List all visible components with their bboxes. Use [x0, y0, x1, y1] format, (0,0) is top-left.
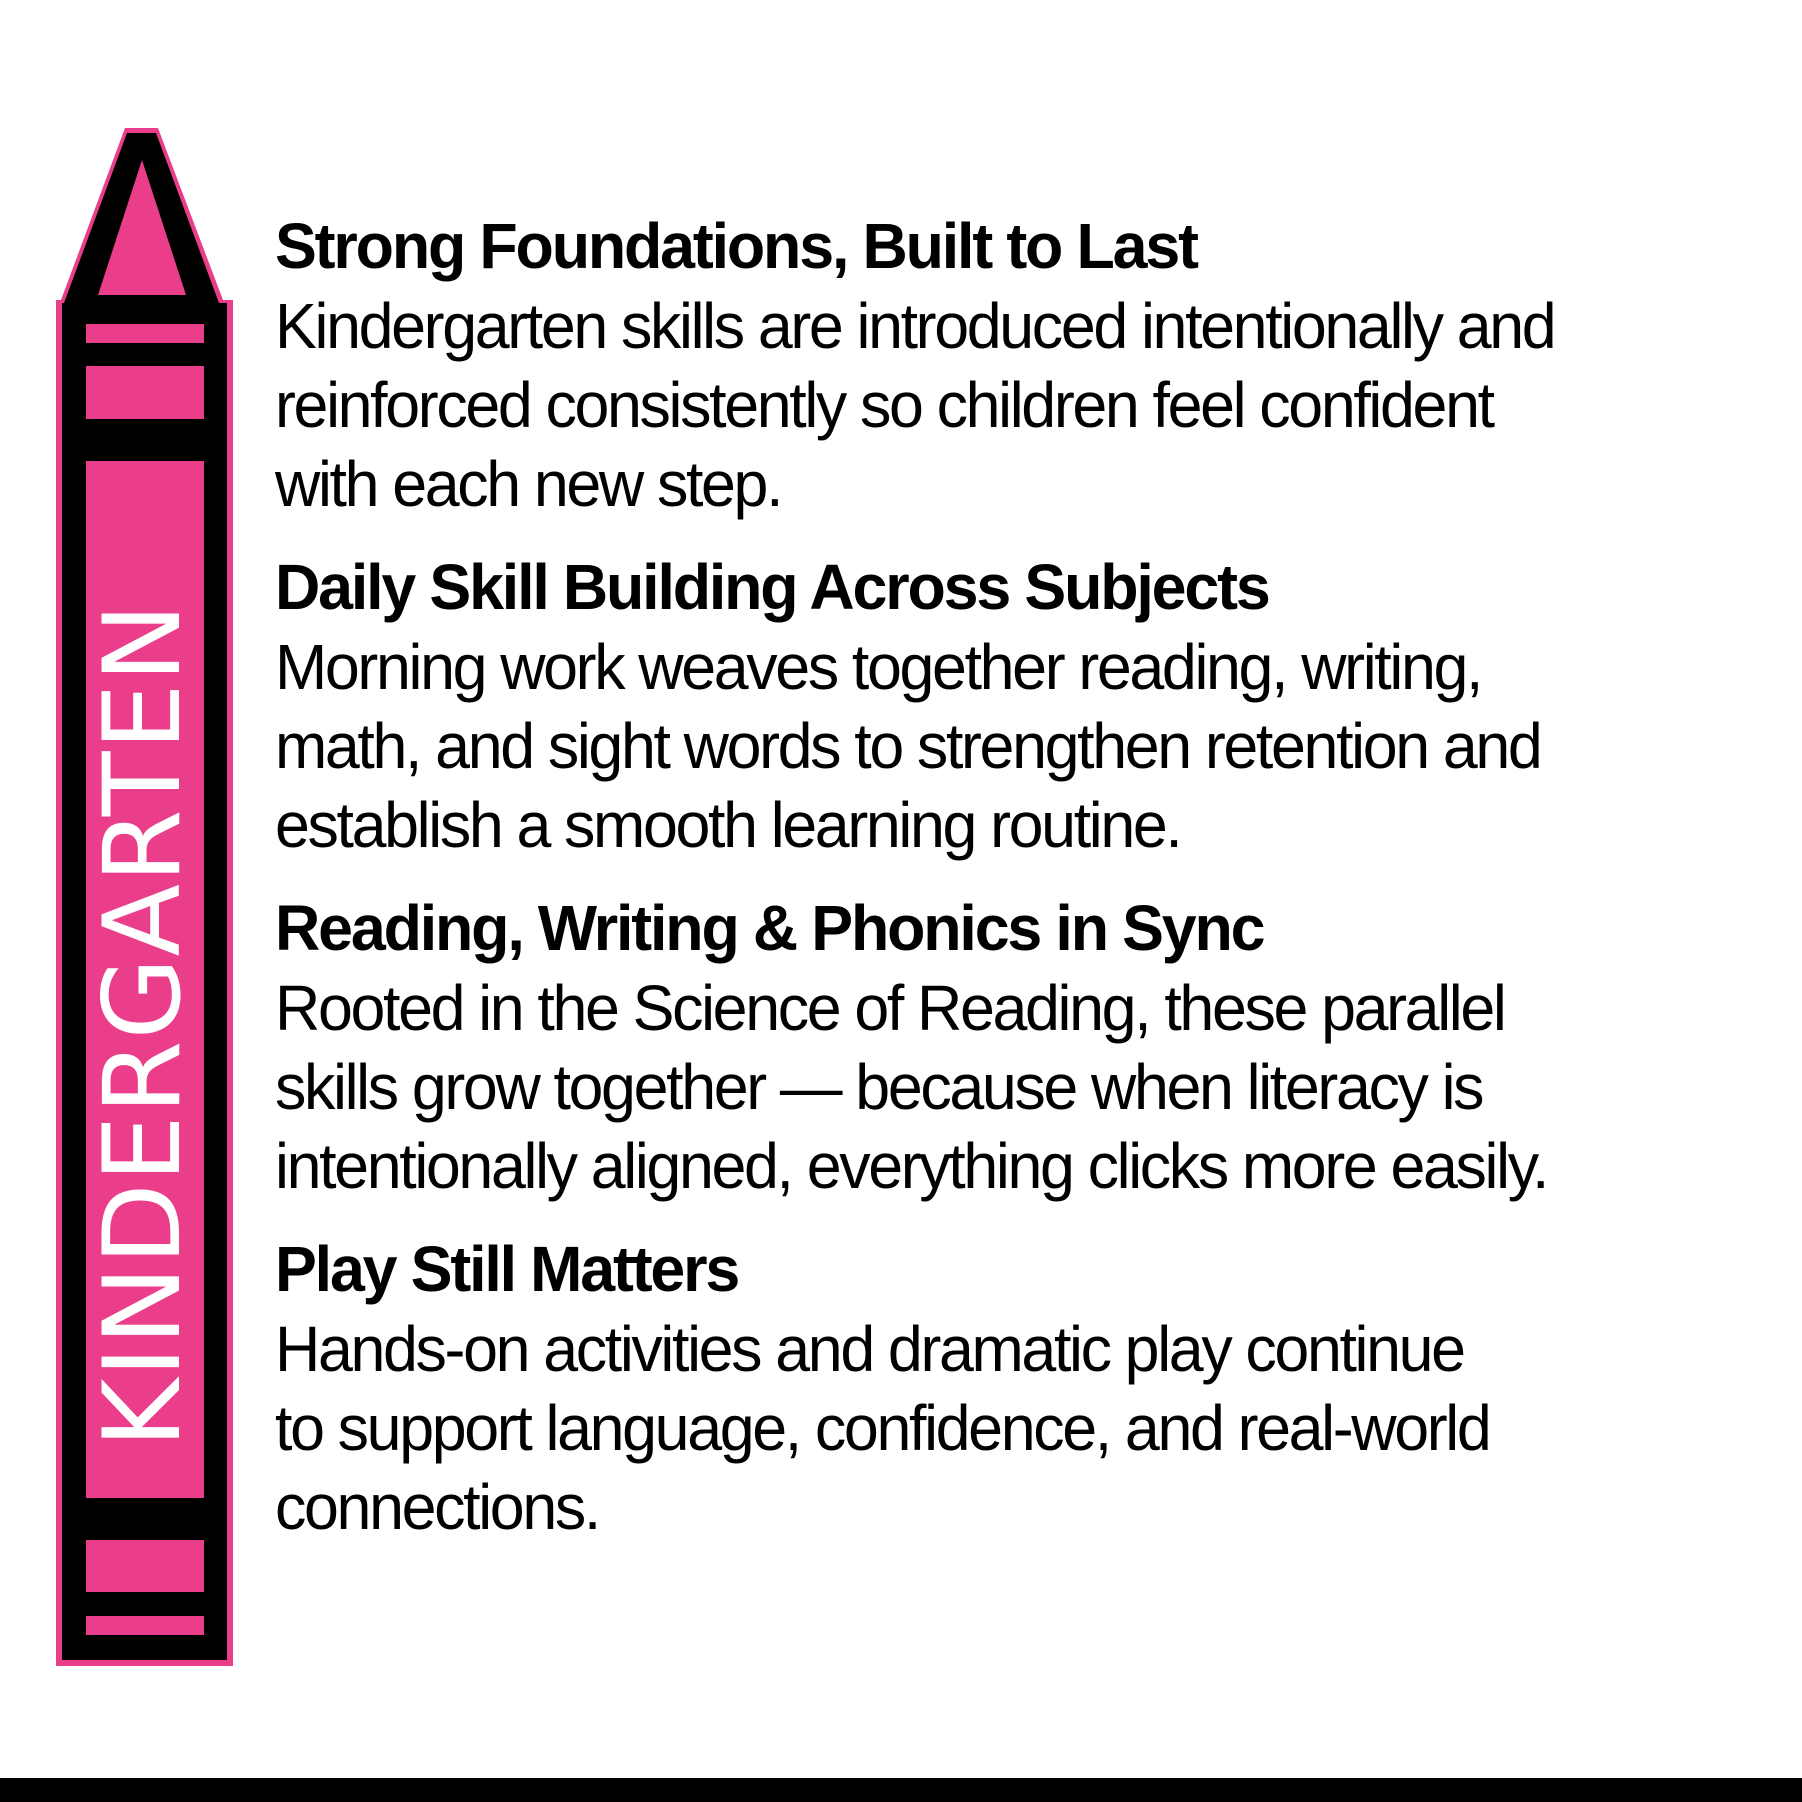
crayon-label: KINDERGARTEN [81, 602, 204, 1448]
section-body [275, 628, 1716, 865]
bottom-border-bar [0, 1778, 1802, 1802]
body-line: Rooted in the Science of Reading, these parallel [275, 972, 1505, 1044]
content [275, 205, 1745, 1569]
body-line: skills grow together — because when literacy is [275, 1051, 1483, 1123]
crayon-band [86, 1616, 204, 1635]
body-line: Morning work weaves together reading, writing, [275, 631, 1482, 703]
section-heading: Reading, Writing & Phonics in Sync [275, 892, 1264, 964]
body-line: establish a smooth learning routine. [275, 789, 1181, 861]
crayon-band [86, 324, 204, 343]
body-line: Kindergarten skills are introduced intentionally and [275, 290, 1555, 362]
section-heading: Strong Foundations, Built to Last [275, 210, 1197, 282]
crayon-band [86, 1540, 204, 1592]
section-strong-foundations [275, 205, 1745, 524]
body-line: to support language, confidence, and real-world [275, 1392, 1490, 1464]
body-line: connections. [275, 1471, 599, 1543]
body-line: reinforced consistently so children feel confident [275, 369, 1493, 441]
section-heading: Daily Skill Building Across Subjects [275, 551, 1269, 623]
body-line: math, and sight words to strengthen retention and [275, 710, 1541, 782]
section-heading: Play Still Matters [275, 1233, 739, 1305]
section-daily-skill-building [275, 546, 1745, 865]
section-play-still-matters [275, 1228, 1745, 1547]
section-body [275, 287, 1716, 524]
section-reading-writing-phonics [275, 887, 1745, 1206]
section-body [275, 969, 1716, 1206]
crayon-band [86, 366, 204, 419]
section-body [275, 1310, 1716, 1547]
body-line: Hands-on activities and dramatic play continue [275, 1313, 1464, 1385]
body-line: with each new step. [275, 448, 782, 520]
body-line: intentionally aligned, everything clicks more easily. [275, 1130, 1548, 1202]
